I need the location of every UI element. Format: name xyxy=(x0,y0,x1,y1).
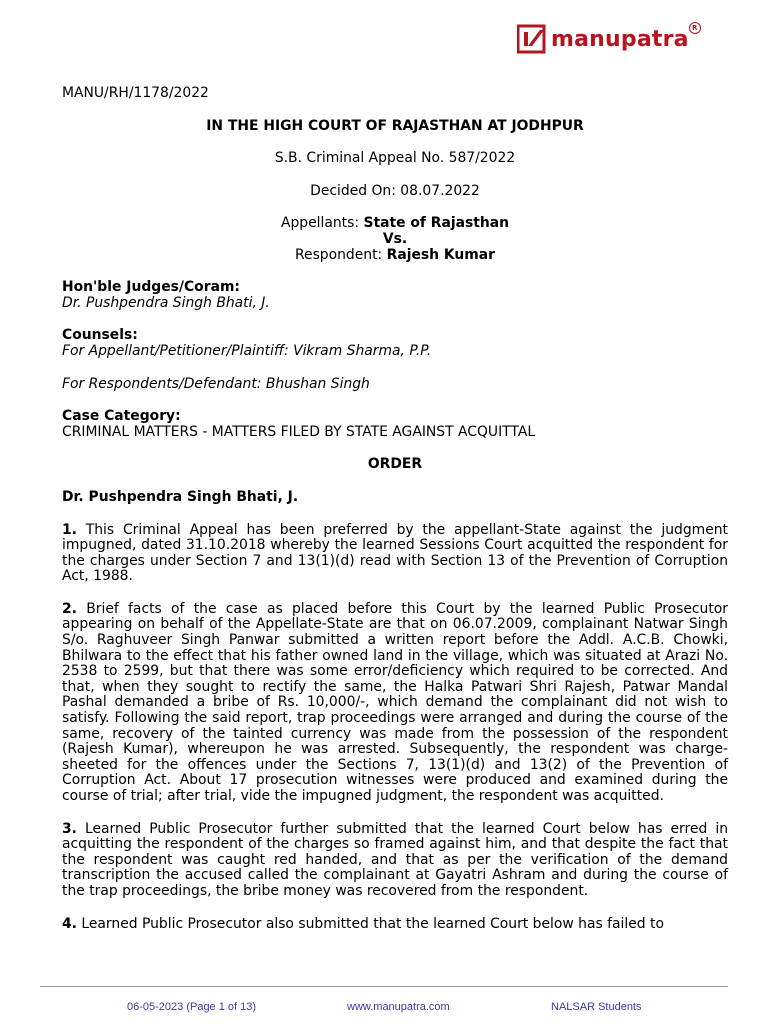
appellants-line xyxy=(62,216,728,232)
footer-site-link[interactable]: www.manupatra.com xyxy=(347,1001,450,1013)
paragraph-number: 1. xyxy=(62,521,77,538)
footer-user: NALSAR Students xyxy=(551,1001,642,1013)
paragraph-text: Learned Public Prosecutor also submitted that the learned Court below has failed to xyxy=(76,915,664,932)
manupatra-logo xyxy=(517,24,698,54)
footer-divider xyxy=(40,986,728,987)
registered-mark: R xyxy=(689,22,701,34)
case-category-heading: Case Category: xyxy=(62,408,181,425)
decided-on: Decided On: 08.07.2022 xyxy=(310,182,480,199)
respondent-name: Rajesh Kumar xyxy=(386,246,495,263)
paragraph-text: Learned Public Prosecutor further submitted that the learned Court below has erred in acquitting the respondent of the charges so framed against him, and that despite the fact that the respondent was caught red handed, and that as per the verification of the demand transcription the accused called the complainant at Gayatri Ashram and during the course of the trap proceedings, the bribe money was recovered from the respondent. xyxy=(62,820,728,899)
order-author: Dr. Pushpendra Singh Bhati, J. xyxy=(62,488,299,505)
paragraph-2 xyxy=(62,602,728,805)
appellants-name: State of Rajasthan xyxy=(363,215,510,232)
logo-wordmark: manupatra xyxy=(551,26,689,52)
paragraph-3 xyxy=(62,822,728,900)
paragraph-1 xyxy=(62,523,728,585)
counsel-appellant: For Appellant/Petitioner/Plaintiff: Vikram Sharma, P.P. xyxy=(62,342,432,359)
footer-date-page: 06-05-2023 (Page 1 of 13) xyxy=(127,1001,257,1013)
court-name: IN THE HIGH COURT OF RAJASTHAN AT JODHPUR xyxy=(206,117,584,134)
case-number: S.B. Criminal Appeal No. 587/2022 xyxy=(274,150,516,167)
case-category: CRIMINAL MATTERS - MATTERS FILED BY STATE AGAINST ACQUITTAL xyxy=(62,423,536,440)
document-body xyxy=(62,86,728,932)
paragraph-text: Brief facts of the case as placed before this Court by the learned Public Prosecutor appearing on behalf of the Appellate-State are that on 06.07.2009, complainant Natwar Singh S/o. Raghuveer Singh Panwar submitted a written report before the Addl. A.C.B. Chowki, Bhilwara to the effect that his father owned land in the village, which was situated at Arazi No. 2538 to 2599, but that there was some error/deficiency which required to be corrected. And that, when they sought to rectify the same, the Halka Patwari Shri Rajesh, Patwar Mandal Pashal demanded a bribe of Rs. 10,000/-, which demand the complainant did not wish to satisfy. Following the said report, trap proceedings were arranged and during the course of the same, recovery of the tainted currency was made from the possession of the respondent (Rajesh Kumar), whereupon he was arrested. Subsequently, the respondent was charge-sheeted for the offences under the Sections 7, 13(1)(d) and 13(2) of the Prevention of Corruption Act. About 17 prosecution witnesses were produced and examined during the course of trial; after trial, vide the impugned judgment, the respondent was acquitted. xyxy=(62,600,728,804)
respondent-line xyxy=(62,248,728,264)
appellants-label: Appellants: xyxy=(280,215,364,232)
judge-name: Dr. Pushpendra Singh Bhati, J. xyxy=(62,294,270,311)
order-heading: ORDER xyxy=(367,456,423,473)
paragraph-number: 2. xyxy=(62,600,77,617)
paragraph-4 xyxy=(62,917,728,933)
paragraph-text: This Criminal Appeal has been preferred by the appellant-State against the judgment impugned, dated 31.10.2018 whereby the learned Sessions Court acquitted the respondent for the charges under Section 7 and 13(1)(d) read with Section 13 of the Prevention of Corruption Act, 1988. xyxy=(62,521,728,585)
counsels-heading: Counsels: xyxy=(62,327,138,344)
paragraph-number: 4. xyxy=(62,915,77,932)
manupatra-logo-icon xyxy=(517,24,547,54)
respondent-label: Respondent: xyxy=(295,246,387,263)
judges-heading: Hon'ble Judges/Coram: xyxy=(62,279,240,296)
versus: Vs. xyxy=(382,230,408,247)
paragraph-number: 3. xyxy=(62,820,77,837)
citation: MANU/RH/1178/2022 xyxy=(62,85,209,101)
counsel-respondent: For Respondents/Defendant: Bhushan Singh xyxy=(62,375,370,392)
